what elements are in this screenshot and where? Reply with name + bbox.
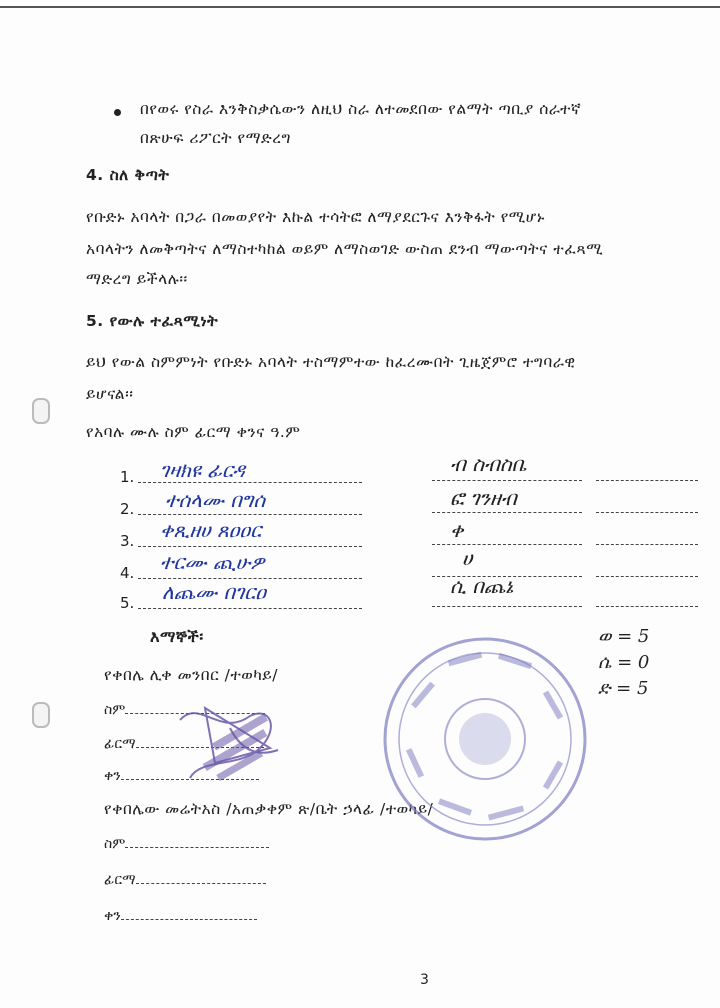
bullet-dot <box>114 109 121 116</box>
date-line <box>596 544 698 545</box>
purple-stamp-signature <box>160 688 300 788</box>
date-line <box>596 512 698 513</box>
member-name-handwritten: ቀጺዘሀ ጸዐዐር <box>160 518 262 542</box>
field-label: ፊርማ <box>104 736 136 752</box>
section5-line1: ይህ የውል ስምምነት የቡድኑ አባላት ተስማምተው ከፈረሙበት ጊዜጀምሮ ተግባራዊ <box>86 353 576 371</box>
witnesses-title: እማኞች፡ <box>150 627 204 646</box>
member-number: 3. <box>120 532 135 550</box>
punch-hole <box>32 398 50 424</box>
signature-line <box>432 544 582 545</box>
member-signature: ብ ስብስቤ <box>450 452 527 476</box>
tally-line: ሴ = 0 <box>598 652 650 673</box>
name-line <box>138 546 362 547</box>
signature-line <box>432 606 582 607</box>
name-line <box>138 578 362 579</box>
field-label: ፊርማ <box>104 872 136 888</box>
field-label: ስም <box>104 836 126 852</box>
punch-hole <box>32 702 50 728</box>
signature-line <box>432 480 582 481</box>
member-row <box>0 546 720 584</box>
member-name-handwritten: ተርሙ ጪሁዎ <box>160 550 265 574</box>
section5-line2: ይሆናል፡፡ <box>86 385 134 403</box>
member-signature: ፎ ገንዘብ <box>450 486 517 510</box>
tally-line: ወ = 5 <box>598 626 650 647</box>
bullet-text-line2: በጽሁፍ ሪፖርት የማድረግ <box>140 129 291 147</box>
name-line <box>138 514 362 515</box>
member-row <box>0 486 720 520</box>
section4-title: 4. ስለ ቅጣት <box>86 166 170 184</box>
witness2-sig-field <box>104 872 266 888</box>
date-line <box>596 576 698 577</box>
section5-title: 5. የውሉ ተፈጻሚነት <box>86 312 219 330</box>
name-line <box>138 608 362 609</box>
member-number: 1. <box>120 468 135 486</box>
name-line <box>138 482 362 483</box>
witness1-title: የቀበሌ ሊቀ መንበር /ተወካይ/ <box>104 666 279 684</box>
section4-line2: አባላትን ለመቅጣትና ለማስተካከል ወይም ለማስወገድ ውስጠ ደንብ ማውጣትና ተፈጻሚ <box>86 240 604 258</box>
section4-line1: የቡድኑ አባላት በጋራ በመወያየት እኩል ተሳትፎ ለማያደርጉና እንቅፋት የሚሆኑ <box>86 208 545 226</box>
page-number: 3 <box>420 972 430 988</box>
witness2-date-field <box>104 908 257 924</box>
section4-line3: ማድረግ ይችላሉ፡፡ <box>86 270 188 288</box>
date-line <box>596 606 698 607</box>
bullet-text-line1: በየወሩ የስራ እንቅስቃሴውን ለዚህ ስራ ለተመደበው የልማት ጣቢያ ሰራተኛ <box>140 100 582 118</box>
official-seal-stamp <box>378 632 592 846</box>
member-row <box>0 518 720 552</box>
member-signature: ሲ በጨኔ <box>450 574 514 598</box>
member-number: 5. <box>120 594 135 612</box>
field-label: ቀን <box>104 768 121 784</box>
field-label: ስም <box>104 702 126 718</box>
member-number: 4. <box>120 564 135 582</box>
member-number: 2. <box>120 500 135 518</box>
top-rule <box>0 6 720 8</box>
member-row <box>0 452 720 488</box>
member-signature: ሀ <box>462 546 473 570</box>
member-name-handwritten: ተሰላሙ በግሰ <box>165 488 266 512</box>
tally-line: ድ = 5 <box>598 678 649 699</box>
member-name-handwritten: ገዛክዩ ፊርዳ <box>160 458 245 482</box>
members-header: የአባሉ ሙሉ ስም ፊርማ ቀንና ዓ.ም <box>86 423 301 441</box>
witness2-name-field <box>104 836 269 852</box>
signature-line <box>432 512 582 513</box>
member-row <box>0 574 720 614</box>
date-line <box>596 480 698 481</box>
field-label: ቀን <box>104 908 121 924</box>
member-name-handwritten: ለጨሙ በገርዐ <box>162 580 267 604</box>
member-signature: ቀ <box>450 518 464 542</box>
witness2-title: የቀበሌው መሬትአስ /አጠቃቀም ጽ/ቤት ኃላፊ /ተወካይ/ <box>104 800 434 818</box>
